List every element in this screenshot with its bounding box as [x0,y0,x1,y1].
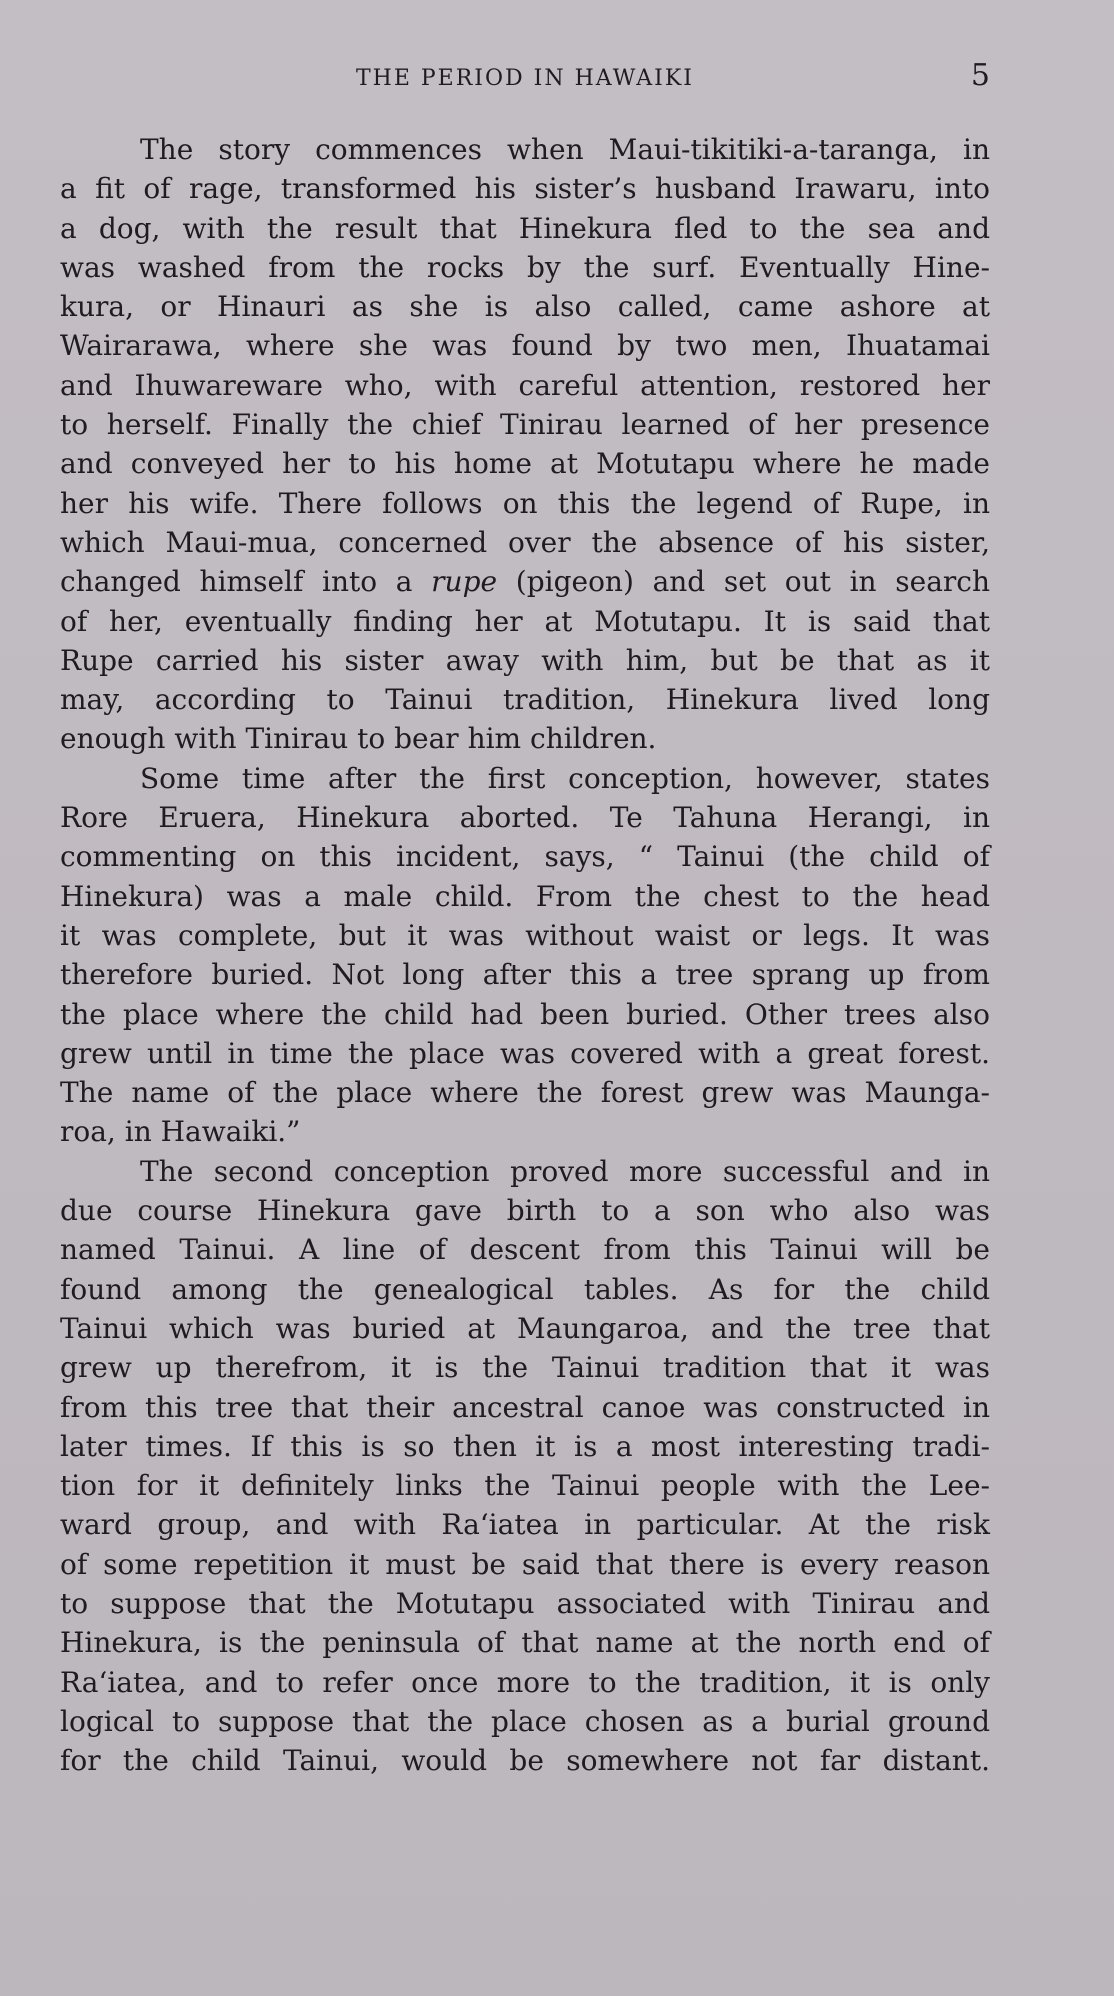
text-line: due course Hinekura gave birth to a son who also was [60,1194,990,1228]
text-line: it was complete, but it was without waist or legs. It was [60,918,990,952]
italic-word: rupe [431,565,498,599]
text-line: may, according to Tainui tradition, Hinekura lived long [60,683,990,717]
text-line: of her, eventually finding her at Motutapu. It is said that [60,604,990,638]
text-line: grew until in time the place was covered with a great forest. [60,1036,990,1070]
text-line: Hinekura, is the peninsula of that name at the north end of [60,1626,990,1660]
text-line: was washed from the rocks by the surf. Eventually Hine- [60,250,990,284]
text-line: for the child Tainui, would be somewhere not far distant. [60,1744,990,1778]
text-line-tail: (pigeon) and set out in search [497,565,990,599]
text-line: Hinekura) was a male child. From the chest to the head [60,879,990,913]
paragraph-2 [60,759,990,1152]
text-line: her his wife. There follows on this the legend of Rupe, in [60,486,990,520]
text-line: kura, or Hinauri as she is also called, came ashore at [60,290,990,324]
text-line: to herself. Finally the chief Tinirau learned of her presence [60,408,990,442]
text-line: Ra‘iatea, and to refer once more to the tradition, it is only [60,1665,990,1699]
text-line: a fit of rage, transformed his sister’s husband Irawaru, into [60,172,990,206]
text-line: Tainui which was buried at Maungaroa, and the tree that [60,1311,990,1345]
text-line: ward group, and with Ra‘iatea in particular. At the risk [60,1508,990,1542]
text-line: later times. If this is so then it is a most interesting tradi- [60,1429,990,1463]
text-line: Wairarawa, where she was found by two men, Ihuatamai [60,329,990,363]
text-line: from this tree that their ancestral canoe was constructed in [60,1390,990,1424]
text-line: roa, in Hawaiki.” [60,1115,301,1149]
text-line: therefore buried. Not long after this a tree sprang up from [60,958,990,992]
text-line: and Ihuwareware who, with careful attention, restored her [60,368,990,402]
text-line-with-italic [60,562,990,601]
page-header [60,58,990,98]
paragraph-3 [60,1152,990,1781]
text-line: of some repetition it must be said that there is every reason [60,1547,990,1581]
text-line: Rupe carried his sister away with him, but be that as it [60,643,990,677]
text-line: grew up therefrom, it is the Tainui tradition that it was [60,1351,990,1385]
text-line: commenting on this incident, says, “ Tainui (the child of [60,840,990,874]
text-line: enough with Tinirau to bear him children. [60,722,657,756]
paragraph-1 [60,130,990,759]
text-line: Some time after the first conception, however, states [140,761,990,795]
text-line: to suppose that the Motutapu associated with Tinirau and [60,1586,990,1620]
text-line: found among the genealogical tables. As for the child [60,1272,990,1306]
page-number: 5 [970,58,990,93]
text-line: The second conception proved more successful and in [140,1154,990,1188]
text-line: The story commences when Maui-tikitiki-a-taranga, in [140,133,990,166]
text-line: a dog, with the result that Hinekura fled to the sea and [60,211,990,245]
text-line: the place where the child had been buried. Other trees also [60,997,990,1031]
text-line: which Maui-mua, concerned over the absence of his sister, [60,525,990,559]
text-line: logical to suppose that the place chosen as a burial ground [60,1704,990,1738]
text-line: named Tainui. A line of descent from this Tainui will be [60,1233,990,1267]
running-head: THE PERIOD IN HAWAIKI [355,66,695,91]
text-line-head: changed himself into a [60,565,432,599]
text-line: and conveyed her to his home at Motutapu where he made [60,447,990,481]
body-text [60,130,990,1780]
text-line: The name of the place where the forest grew was Maunga- [60,1076,990,1110]
text-line: tion for it definitely links the Tainui people with the Lee- [60,1469,990,1503]
text-line: Rore Eruera, Hinekura aborted. Te Tahuna Herangi, in [60,801,990,835]
